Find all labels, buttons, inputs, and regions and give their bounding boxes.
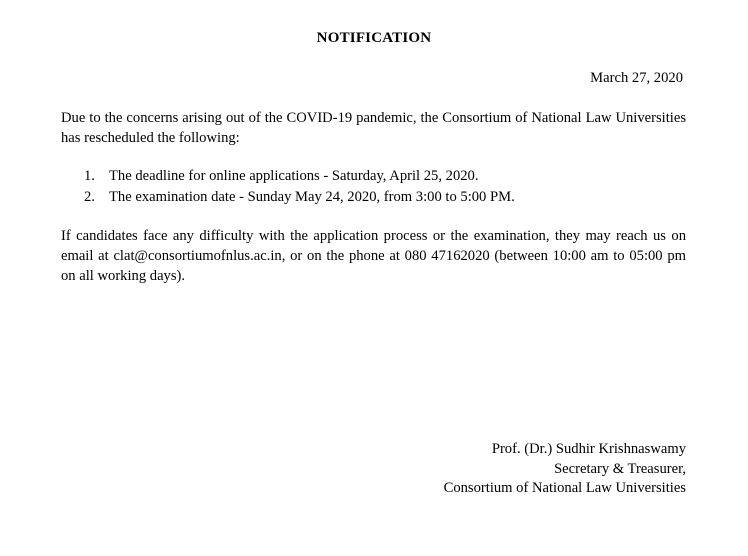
contact-paragraph: If candidates face any difficulty with the application process or the examination, they may reach us on email at clat@consortiumofnlus.ac.in, or on the phone at 080 47162020 (between 10:00 am to 05:00 pm on all working days).: [61, 228, 686, 284]
document-title: NOTIFICATION: [316, 30, 432, 46]
notification-date: March 27, 2020: [590, 70, 683, 86]
list-item-number: 2.: [84, 189, 95, 205]
list-item-text: The examination date - Sunday May 24, 2020, from 3:00 to 5:00 PM.: [109, 189, 515, 205]
list-item: [84, 166, 515, 187]
list-item-text: The deadline for online applications - Saturday, April 25, 2020.: [109, 168, 479, 184]
list-item: [84, 187, 515, 208]
list-item-number: 1.: [84, 168, 95, 184]
signature-block: [444, 440, 686, 499]
intro-paragraph: Due to the concerns arising out of the COVID-19 pandemic, the Consortium of National Law Universities has rescheduled the following:: [61, 110, 686, 146]
signatory-organization: Consortium of National Law Universities: [443, 480, 686, 496]
rescheduled-items-list: [84, 166, 515, 208]
signatory-name: Prof. (Dr.) Sudhir Krishnaswamy: [491, 441, 686, 457]
signatory-position: Secretary & Treasurer,: [554, 460, 686, 477]
